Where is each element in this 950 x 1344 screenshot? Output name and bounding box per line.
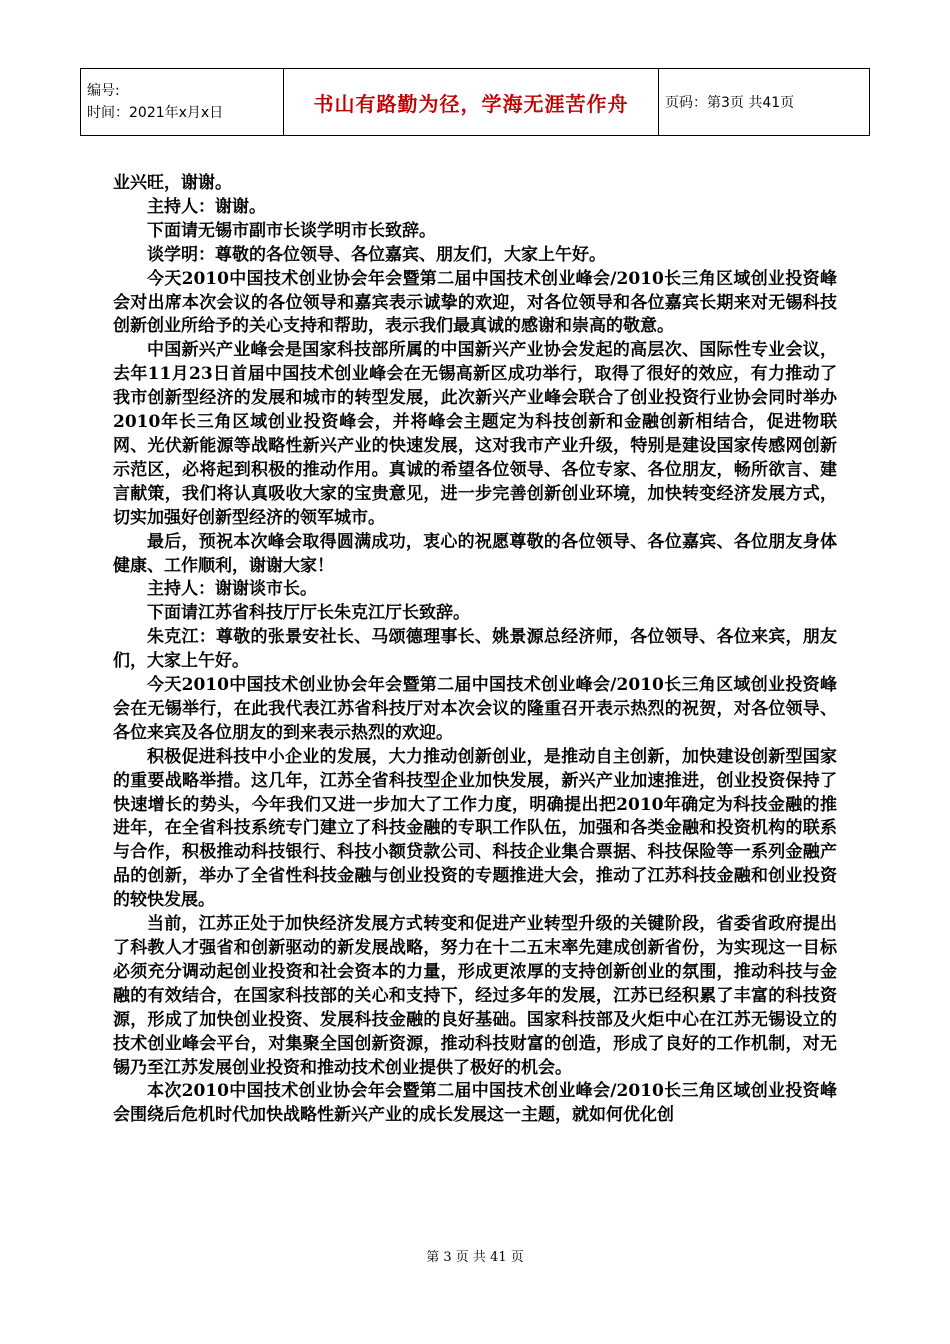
paragraph: 本次2010中国技术创业协会年会暨第二届中国技术创业峰会/2010长三角区域创业投资峰会围绕后危机时代加快战略性新兴产业的成长发展这一主题，就如何优化创 — [113, 1081, 837, 1126]
paragraph: 谈学明：尊敬的各位领导、各位嘉宾、朋友们，大家上午好。 — [147, 244, 606, 265]
header-motto: 书山有路勤为径，学海无涯苦作舟 — [284, 69, 659, 136]
paragraph: 最后，预祝本次峰会取得圆满成功，衷心的祝愿尊敬的各位领导、各位嘉宾、各位朋友身体健康、工作顺利，谢谢大家！ — [113, 531, 837, 576]
paragraph: 下面请江苏省科技厅厅长朱克江厅长致辞。 — [147, 603, 470, 624]
paragraph: 今天2010中国技术创业协会年会暨第二届中国技术创业峰会/2010长三角区域创业投资峰会在无锡举行，在此我代表江苏省科技厅对本次会议的隆重召开表示热烈的祝贺，对各位领导、各位来宾及各位朋友的到来表示热烈的欢迎。 — [113, 675, 837, 743]
paragraph: 中国新兴产业峰会是国家科技部所属的中国新兴产业协会发起的高层次、国际性专业会议，去年11月23日首届中国技术创业峰会在无锡高新区成功举行，取得了很好的效应，有力推动了我市创新型经济的发展和城市的转型发展，此次新兴产业峰会联合了创业投资行业协会同时举办2010年长三角区域创业投资峰会，并将峰会主题定为科技创新和金融创新相结合，促进物联网、光伏新能源等战略性新兴产业的快速发展，这对我市产业升级，特别是建设国家传感网创新示范区，必将起到积极的推动作用。真诚的希望各位领导、各位专家、各位朋友，畅所欲言、建言献策，我们将认真吸收大家的宝贵意见，进一步完善创新创业环境，加快转变经济发展方式，切实加强好创新型经济的领军城市。 — [113, 340, 837, 528]
paragraph: 业兴旺，谢谢。 — [113, 173, 232, 193]
header-table — [80, 68, 870, 136]
document-body — [113, 172, 837, 1128]
paragraph: 主持人：谢谢。 — [147, 196, 266, 217]
paragraph: 朱克江：尊敬的张景安社长、马颂德理事长、姚景源总经济师，各位领导、各位来宾，朋友们，大家上午好。 — [113, 627, 837, 672]
paragraph: 积极促进科技中小企业的发展，大力推动创新创业，是推动自主创新，加快建设创新型国家的重要战略举措。这几年，江苏全省科技型企业加快发展，新兴产业加速推进，创业投资保持了快速增长的势头，今年我们又进一步加大了工作力度，明确提出把2010年确定为科技金融的推进年，在全省科技系统专门建立了科技金融的专职工作队伍，加强和各类金融和投资机构的联系与合作，积极推动科技银行、科技小额贷款公司、科技企业集合票据、科技保险等一系列金融产品的创新，举办了全省性科技金融与创业投资的专题推进大会，推动了江苏科技金融和创业投资的较快发展。 — [113, 746, 837, 911]
document-time-label: 时间：2021年x月x日 — [87, 105, 224, 121]
paragraph: 下面请无锡市副市长谈学明市长致辞。 — [147, 220, 436, 241]
page-footer: 第 3 页 共 41 页 — [426, 1250, 524, 1265]
paragraph: 主持人：谢谢谈市长。 — [147, 579, 317, 600]
document-number-label: 编号: — [87, 83, 120, 99]
header-page-info: 页码：第3页 共41页 — [659, 69, 870, 136]
paragraph: 今天2010中国技术创业协会年会暨第二届中国技术创业峰会/2010长三角区域创业投资峰会对出席本次会议的各位领导和嘉宾表示诚挚的欢迎，对各位领导和各位嘉宾长期来对无锡科技创新创业所给予的关心支持和帮助，表示我们最真诚的感谢和崇高的敬意。 — [113, 268, 837, 337]
header-left-cell — [81, 69, 284, 136]
paragraph: 当前，江苏正处于加快经济发展方式转变和促进产业转型升级的关键阶段，省委省政府提出了科教人才强省和创新驱动的新发展战略，努力在十二五末率先建成创新省份，为实现这一目标必须充分调动起创业投资和社会资本的力量，形成更浓厚的支持创新创业的氛围，推动科技与金融的有效结合，在国家科技部的关心和支持下，经过多年的发展，江苏已经积累了丰富的科技资源，形成了加快创业投资、发展科技金融的良好基础。国家科技部及火炬中心在江苏无锡设立的技术创业峰会平台，对集聚全国创新资源，推动科技财富的创造，形成了良好的工作机制，对无锡乃至江苏发展创业投资和推动技术创业提供了极好的机会。 — [113, 914, 837, 1078]
